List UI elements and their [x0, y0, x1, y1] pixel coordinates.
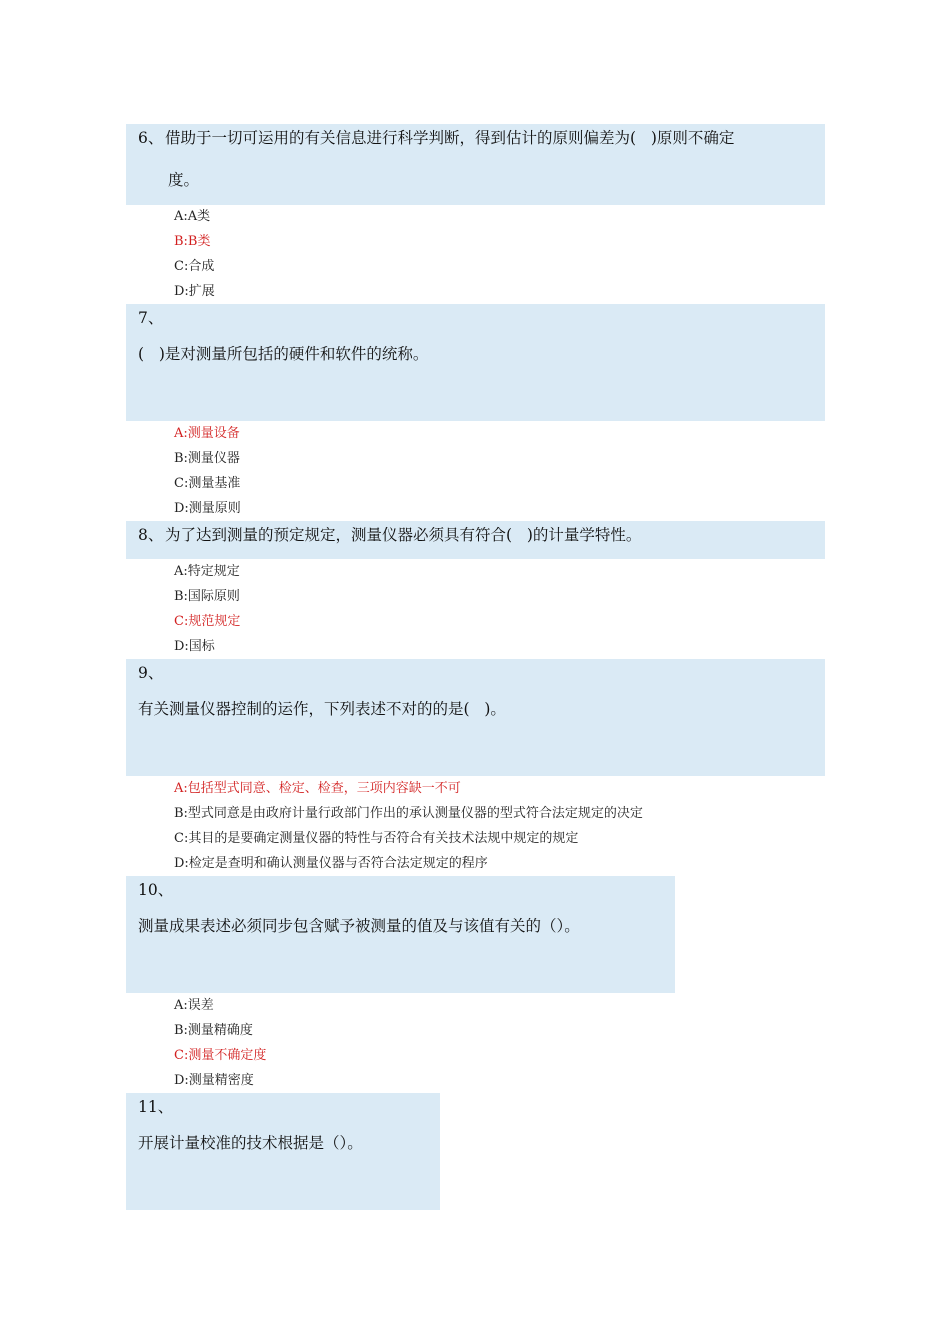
question-10-number: 10、	[138, 881, 174, 899]
question-6-option-a[interactable]: A:A类	[174, 209, 211, 224]
question-6-option-b[interactable]: B:B类	[174, 234, 211, 249]
question-8-text: 为了达到测量的预定规定，测量仪器必须具有符合( )的计量学特性。	[165, 526, 642, 544]
question-7-option-b[interactable]: B:测量仪器	[174, 451, 240, 466]
question-9-option-d[interactable]: D:检定是查明和确认测量仪器与否符合法定规定的程序	[174, 856, 488, 871]
question-10-option-d[interactable]: D:测量精密度	[174, 1073, 254, 1088]
question-7-text: ( )是对测量所包括的硬件和软件的统称。	[138, 345, 429, 363]
question-8-option-b[interactable]: B:国际原则	[174, 589, 240, 604]
question-11-text: 开展计量校准的技术根据是（）。	[138, 1134, 363, 1152]
question-7-option-d[interactable]: D:测量原则	[174, 501, 241, 516]
question-6-option-d[interactable]: D:扩展	[174, 284, 215, 299]
question-6-text-line1: 借助于一切可运用的有关信息进行科学判断，得到估计的原则偏差为( )原则不确定	[165, 129, 735, 147]
question-8-number: 8、	[138, 526, 164, 544]
question-6-text-line2: 度。	[168, 171, 200, 189]
question-9-option-b[interactable]: B:型式同意是由政府计量行政部门作出的承认测量仪器的型式符合法定规定的决定	[174, 806, 643, 821]
question-9-option-a[interactable]: A:包括型式同意、检定、检查，三项内容缺一不可	[174, 781, 461, 796]
question-9-number: 9、	[138, 664, 164, 682]
question-8-option-d[interactable]: D:国标	[174, 639, 215, 654]
question-10-option-a[interactable]: A:误差	[174, 998, 214, 1013]
question-8-option-c[interactable]: C:规范规定	[174, 614, 241, 629]
question-9-box	[126, 659, 825, 776]
question-6-option-c[interactable]: C:合成	[174, 259, 215, 274]
question-6-box	[126, 124, 825, 205]
question-10-text: 测量成果表述必须同步包含赋予被测量的值及与该值有关的（）。	[138, 917, 580, 935]
question-10-option-b[interactable]: B:测量精确度	[174, 1023, 253, 1038]
question-8-option-a[interactable]: A:特定规定	[174, 564, 240, 579]
question-11-box	[126, 1093, 440, 1210]
question-10-box	[126, 876, 675, 993]
question-7-option-c[interactable]: C:测量基准	[174, 476, 241, 491]
question-8-box	[126, 521, 825, 559]
question-10-option-c[interactable]: C:测量不确定度	[174, 1048, 267, 1063]
question-9-text: 有关测量仪器控制的运作，下列表述不对的的是( )。	[138, 700, 506, 718]
question-11-number: 11、	[138, 1098, 174, 1116]
question-7-box	[126, 304, 825, 421]
question-7-number: 7、	[138, 309, 164, 327]
question-9-option-c[interactable]: C:其目的是要确定测量仪器的特性与否符合有关技术法规中规定的规定	[174, 831, 579, 846]
question-6-number: 6、	[138, 129, 164, 147]
question-7-option-a[interactable]: A:测量设备	[174, 426, 240, 441]
